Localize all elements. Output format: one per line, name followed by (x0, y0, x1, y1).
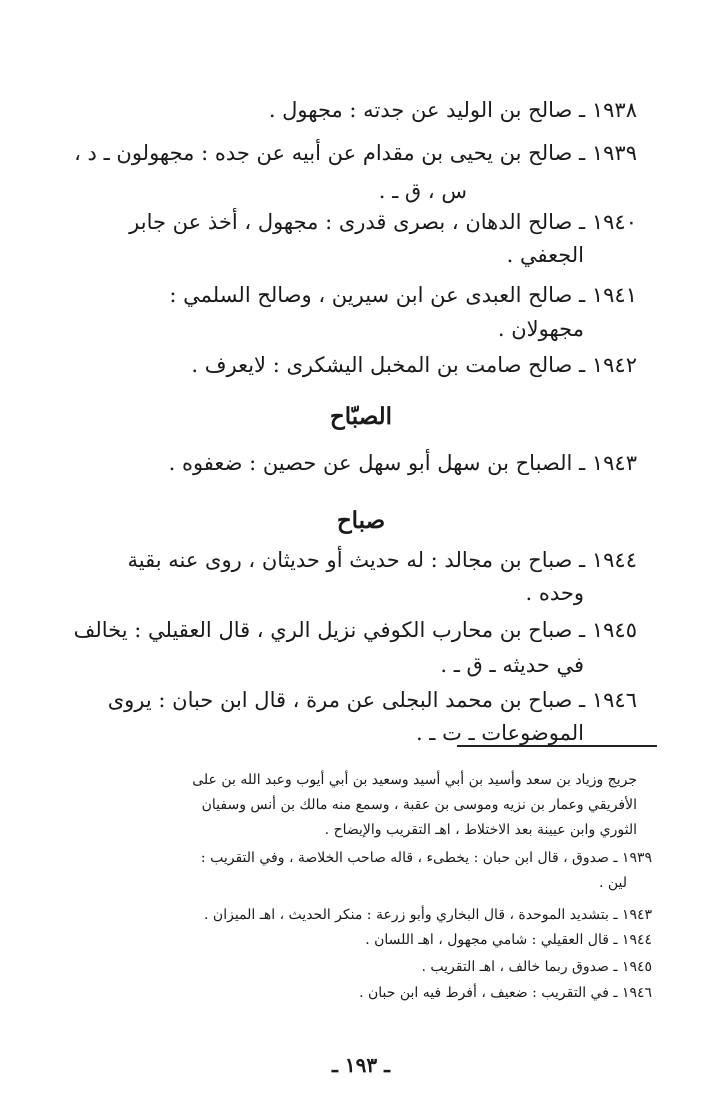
footnote-1945: ١٩٤٥ ـ صدوق ربما خالف ، اهـ التقريب . (421, 959, 652, 975)
footnote-1939-line-2: لين . (598, 875, 627, 891)
entry-1944-line-1: ١٩٤٤ ـ صباح بن مجالد : له حديث أو حديثان ، روى عنه بقية (127, 548, 637, 572)
entry-1946-line-2: الموضوعات ـ ت ـ . (415, 721, 584, 745)
entry-1941-line-1: ١٩٤١ ـ صالح العبدى عن ابن سيرين ، وصالح السلمي : (169, 283, 637, 307)
footnote-1946: ١٩٤٦ ـ في التقريب : ضعيف ، أفرط فيه ابن حبان . (359, 985, 652, 1001)
entry-1940-line-2: الجعفي . (506, 243, 584, 267)
footnote-1939-line-1: ١٩٣٩ ـ صدوق ، قال ابن حبان : يخطىء ، قاله صاحب الخلاصة ، وفي التقريب : (200, 850, 652, 866)
entry-1944-line-2: وحده . (525, 581, 584, 605)
footnote-separator (457, 745, 657, 747)
entry-1938-line-1: ١٩٣٨ ـ صالح بن الوليد عن جدته : مجهول . (268, 98, 637, 122)
section-heading-sabah: صباح (336, 507, 386, 534)
section-heading-sabbah: الصبّاح (329, 403, 393, 430)
entry-1946-line-1: ١٩٤٦ ـ صباح بن محمد البجلى عن مرة ، قال ابن حبان : يروى (107, 688, 637, 712)
entry-1943-line-1: ١٩٤٣ ـ الصباح بن سهل أبو سهل عن حصين : ضعفوه . (168, 451, 637, 475)
entry-1945-line-1: ١٩٤٥ ـ صباح بن محارب الكوفي نزيل الري ، قال العقيلي : يخالف (73, 618, 637, 642)
footnote-line-1: جريج وزياد بن سعد وأسيد بن أبي أسيد وسعيد بن أبي أيوب وعبد الله بن على (192, 772, 637, 788)
entry-1945-line-2: في حديثه ـ ق ـ . (440, 653, 584, 677)
page-number: ـ ١٩٣ ـ (332, 1053, 390, 1077)
footnote-line-2: الأفريقي وعمار بن نزيه وموسى بن عقبة ، وسمع منه مالك بن أنس وسفيان (201, 797, 637, 813)
footnote-line-3: الثوري وابن عيينة بعد الاختلاط ، اهـ التقريب والإيضاح . (324, 822, 637, 838)
footnote-1943: ١٩٤٣ ـ بتشديد الموحدة ، قال البخاري وأبو زرعة : منكر الحديث ، اهـ الميزان . (204, 907, 652, 923)
entry-1939-line-1: ١٩٣٩ ـ صالح بن يحيى بن مقدام عن أبيه عن جده : مجهولون ـ د ، (74, 141, 637, 165)
entry-1939-line-2: س ، ق ـ . (378, 179, 467, 203)
entry-1940-line-1: ١٩٤٠ ـ صالح الدهان ، بصرى قدرى : مجهول ، أخذ عن جابر (129, 210, 637, 234)
entry-1942-line-1: ١٩٤٢ ـ صالح صامت بن المخبل اليشكرى : لايعرف . (191, 353, 637, 377)
entry-1941-line-2: مجهولان . (497, 317, 584, 341)
footnote-1944: ١٩٤٤ ـ قال العقيلي : شامي مجهول ، اهـ اللسان . (365, 932, 652, 948)
